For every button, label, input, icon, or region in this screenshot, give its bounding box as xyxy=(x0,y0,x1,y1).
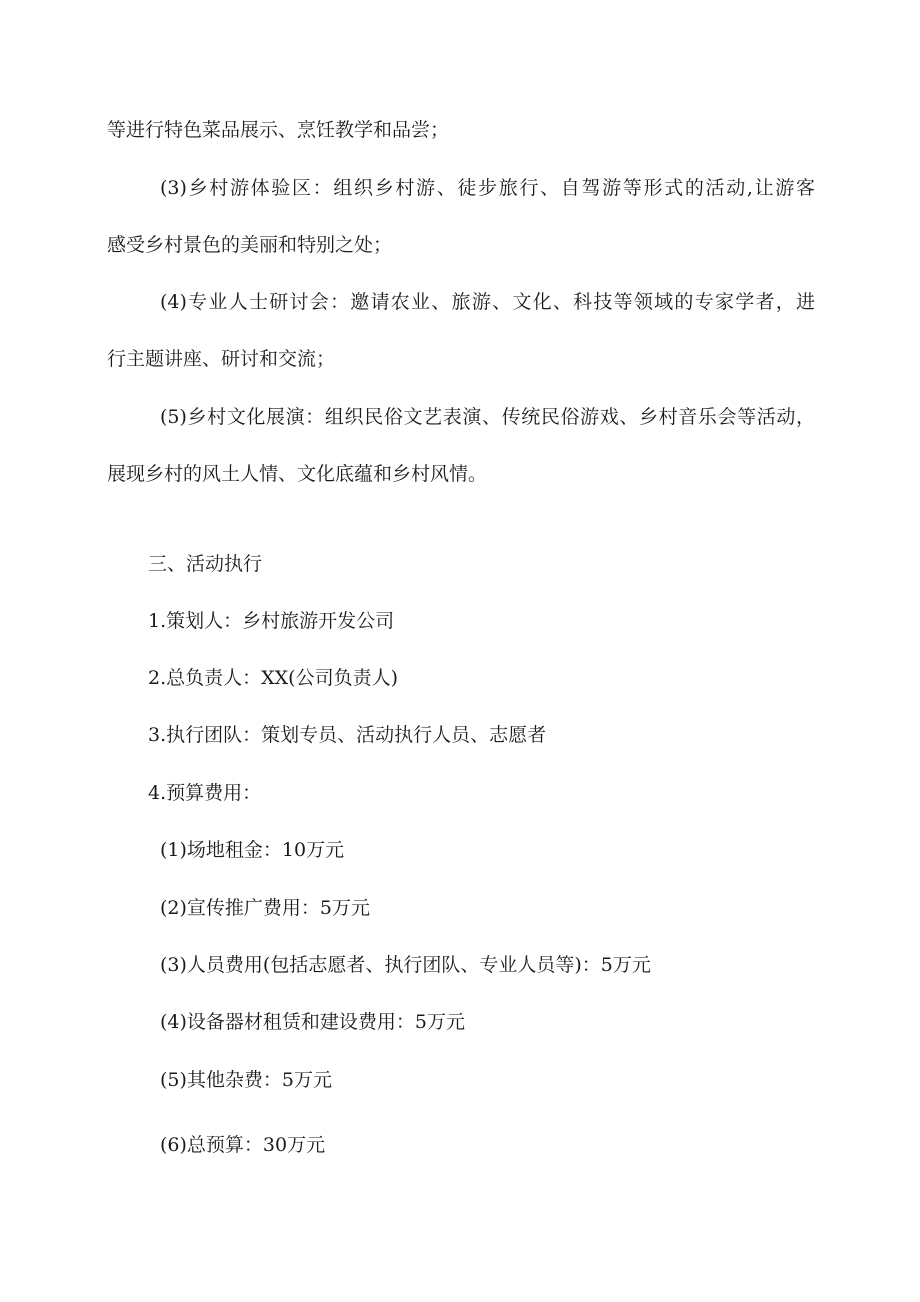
paragraph-line: 等进行特色菜品展示、烹饪教学和品尝； xyxy=(107,119,450,141)
paragraph-line: 行主题讲座、研讨和交流； xyxy=(107,348,336,370)
list-item: 2.总负责人：XX(公司负责人) xyxy=(148,667,399,689)
paragraph-line: (4)专业人士研讨会：邀请农业、旅游、文化、科技等领域的专家学者，进 xyxy=(160,291,815,313)
budget-item: (5)其他杂费：5万元 xyxy=(160,1069,333,1091)
paragraph-line: (3)乡村游体验区：组织乡村游、徒步旅行、自驾游等形式的活动,让游客 xyxy=(160,177,815,199)
paragraph-line: (5)乡村文化展演：组织民俗文艺表演、传统民俗游戏、乡村音乐会等活动， xyxy=(160,406,815,428)
section-heading: 三、活动执行 xyxy=(148,553,263,575)
budget-total: (6)总预算：30万元 xyxy=(160,1134,326,1156)
budget-item: (1)场地租金：10万元 xyxy=(160,839,345,861)
budget-item: (2)宣传推广费用：5万元 xyxy=(160,897,371,919)
list-item: 3.执行团队：策划专员、活动执行人员、志愿者 xyxy=(148,724,547,746)
list-item: 4.预算费用： xyxy=(148,782,262,804)
paragraph-line: 展现乡村的风土人情、文化底蕴和乡村风情。 xyxy=(107,463,488,485)
paragraph-line: 感受乡村景色的美丽和特别之处； xyxy=(107,234,393,256)
list-item: 1.策划人：乡村旅游开发公司 xyxy=(148,610,395,632)
budget-item: (4)设备器材租赁和建设费用：5万元 xyxy=(160,1011,466,1033)
budget-item: (3)人员费用(包括志愿者、执行团队、专业人员等)：5万元 xyxy=(160,954,651,976)
